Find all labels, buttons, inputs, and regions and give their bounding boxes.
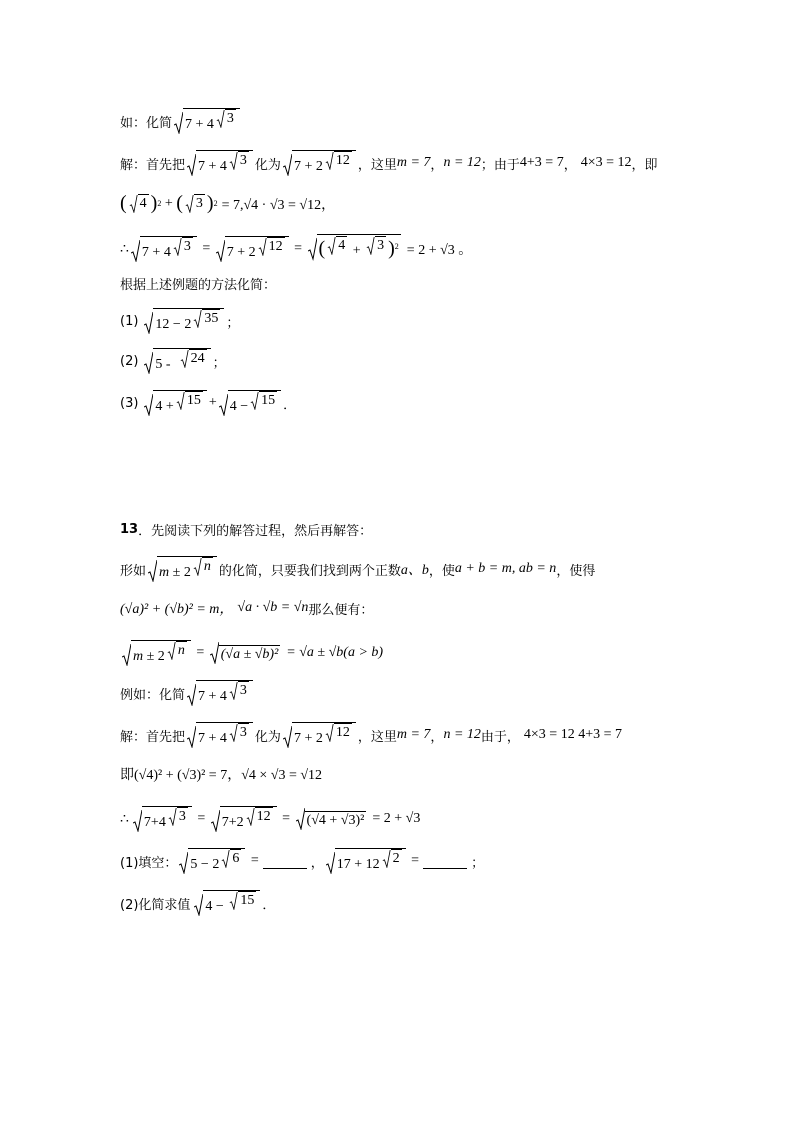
solution-line: 解：首先把 7 + 4 3 化为 7 + 2 12 ，这里 m = 7 ， n = 12 ；由于 4+3 = 7 ， 4×3 = 12 ，即 <box>120 150 658 176</box>
question-13-title <box>120 520 372 539</box>
radical-expr: 5 − 2 6 <box>179 848 245 874</box>
radical-expr: ( 4 + 3 )$^2$ <box>308 234 401 264</box>
example-label: 如：化简 <box>120 115 173 131</box>
therefore-symbol: ∴ <box>120 241 129 257</box>
radical-expr: (√4 + √3)² <box>296 808 367 830</box>
solution-lead: 解：首先把 <box>120 157 186 173</box>
radical-expr: 5 - 24 <box>144 348 210 374</box>
radical-expr: 7 + 4 3 <box>187 680 253 706</box>
item-2: (2) 5 - 24 ； <box>120 348 226 374</box>
item-1-label: (1) <box>120 313 139 329</box>
radical-expr: m ± 2 n <box>122 640 191 666</box>
radical-expr: 4 + 15 <box>144 390 206 416</box>
answer-blank-1[interactable] <box>263 854 307 869</box>
result-text: = 2 + √3 。 <box>406 243 473 258</box>
general-formula: m ± 2 n = (√a ± √b)² = √a ± √b(a > b) <box>120 640 383 666</box>
intro-line-2: (√a)² + (√b)² = m， √a · √b = √n 那么便有： <box>120 600 374 618</box>
item-2-label: (2) <box>120 353 139 369</box>
sum-fact: 4+3 = 7 <box>519 155 564 170</box>
item-1: (1) 12 − 2 35 ； <box>120 308 239 334</box>
example-line-13: 例如：化简 7 + 4 3 <box>120 680 255 706</box>
radical-expr: 4 − 15 <box>194 890 260 916</box>
radical-expr: 7 + 2 12 <box>283 150 356 176</box>
n-value: n = 12 <box>443 155 481 170</box>
radical-expr: 7+2 12 <box>211 806 277 832</box>
q2-label: (2)化简求值 <box>120 897 191 913</box>
item-3-label: (3) <box>120 395 139 411</box>
answer-blank-2[interactable] <box>423 854 467 869</box>
radical-expr: 7 + 2 12 <box>283 722 356 748</box>
radical-expr: 7+4 3 <box>133 806 192 832</box>
ie-line <box>120 764 322 784</box>
identity-tail: = 7,√4 · √3 = √12， <box>221 197 336 213</box>
question-2: (2)化简求值 4 − 15 ． <box>120 890 275 916</box>
radical-expr: m ± 2 n <box>148 556 217 582</box>
radical-expr: 7 + 4 3 <box>187 722 253 748</box>
instruction-line <box>120 274 276 293</box>
question-title: ．先阅读下列的解答过程，然后再解答： <box>138 524 373 539</box>
squares-expr: ( 4 ) 2 + ( 3 ) 2 <box>120 192 218 214</box>
prod-fact: 4×3 = 12 <box>580 155 632 170</box>
identity-line <box>120 192 335 215</box>
intro-line: 形如 m ± 2 n 的化简，只要我们找到两个正数 a、b ，使 a + b = m, ab = n ，使得 <box>120 556 595 582</box>
since-text: ；由于 <box>480 157 520 173</box>
m-value: m = 7 <box>396 155 431 170</box>
q1-label: (1)填空： <box>120 855 178 871</box>
question-number: 13 <box>120 522 139 537</box>
then-text: ，即 <box>631 157 658 173</box>
radical-expr: 12 − 2 35 <box>144 308 224 334</box>
ie-text: 即(√4)² + (√3)² = 7，√4 × √3 = √12 <box>120 768 323 783</box>
radical-expr: (√a ± √b)² <box>210 642 281 664</box>
instruction-text: 根据上述例题的方法化简： <box>120 278 277 293</box>
radical-expr: 7 + 4 3 <box>187 150 253 176</box>
condition-expr: a + b = m, ab = n <box>454 561 557 576</box>
therefore-line: ∴ 7 + 4 3 = 7 + 2 12 = ( 4 + 3 )$^2$ = 2 + √3 。 <box>120 234 472 264</box>
example-line <box>120 108 242 134</box>
solution-line-13: 解：首先把 7 + 4 3 化为 7 + 2 12 ，这里 m = 7 ， n = 12 由于， 4×3 = 12 4+3 = 7 <box>120 722 622 748</box>
therefore-line-13: ∴ 7+4 3 = 7+2 12 = (√4 + √3)² = 2 + √3 <box>120 806 420 832</box>
radical-expr: 17 + 12 2 <box>326 848 406 874</box>
radical-expr: 7 + 2 12 <box>216 236 289 262</box>
here-text: ，这里 <box>357 157 397 173</box>
radical-expr: 7 + 4 3 <box>131 236 197 262</box>
radical-sign-icon <box>174 112 183 134</box>
item-3: (3) 4 + 15 + 4 − 15 ． <box>120 390 296 416</box>
convert-text: 化为 <box>254 157 281 173</box>
radical-7-plus-4root3: 7 + 4 3 <box>174 108 240 134</box>
question-1: (1)填空： 5 − 2 6 = ， 17 + 12 2 = ； <box>120 848 484 874</box>
radical-expr: 4 − 15 <box>219 390 281 416</box>
